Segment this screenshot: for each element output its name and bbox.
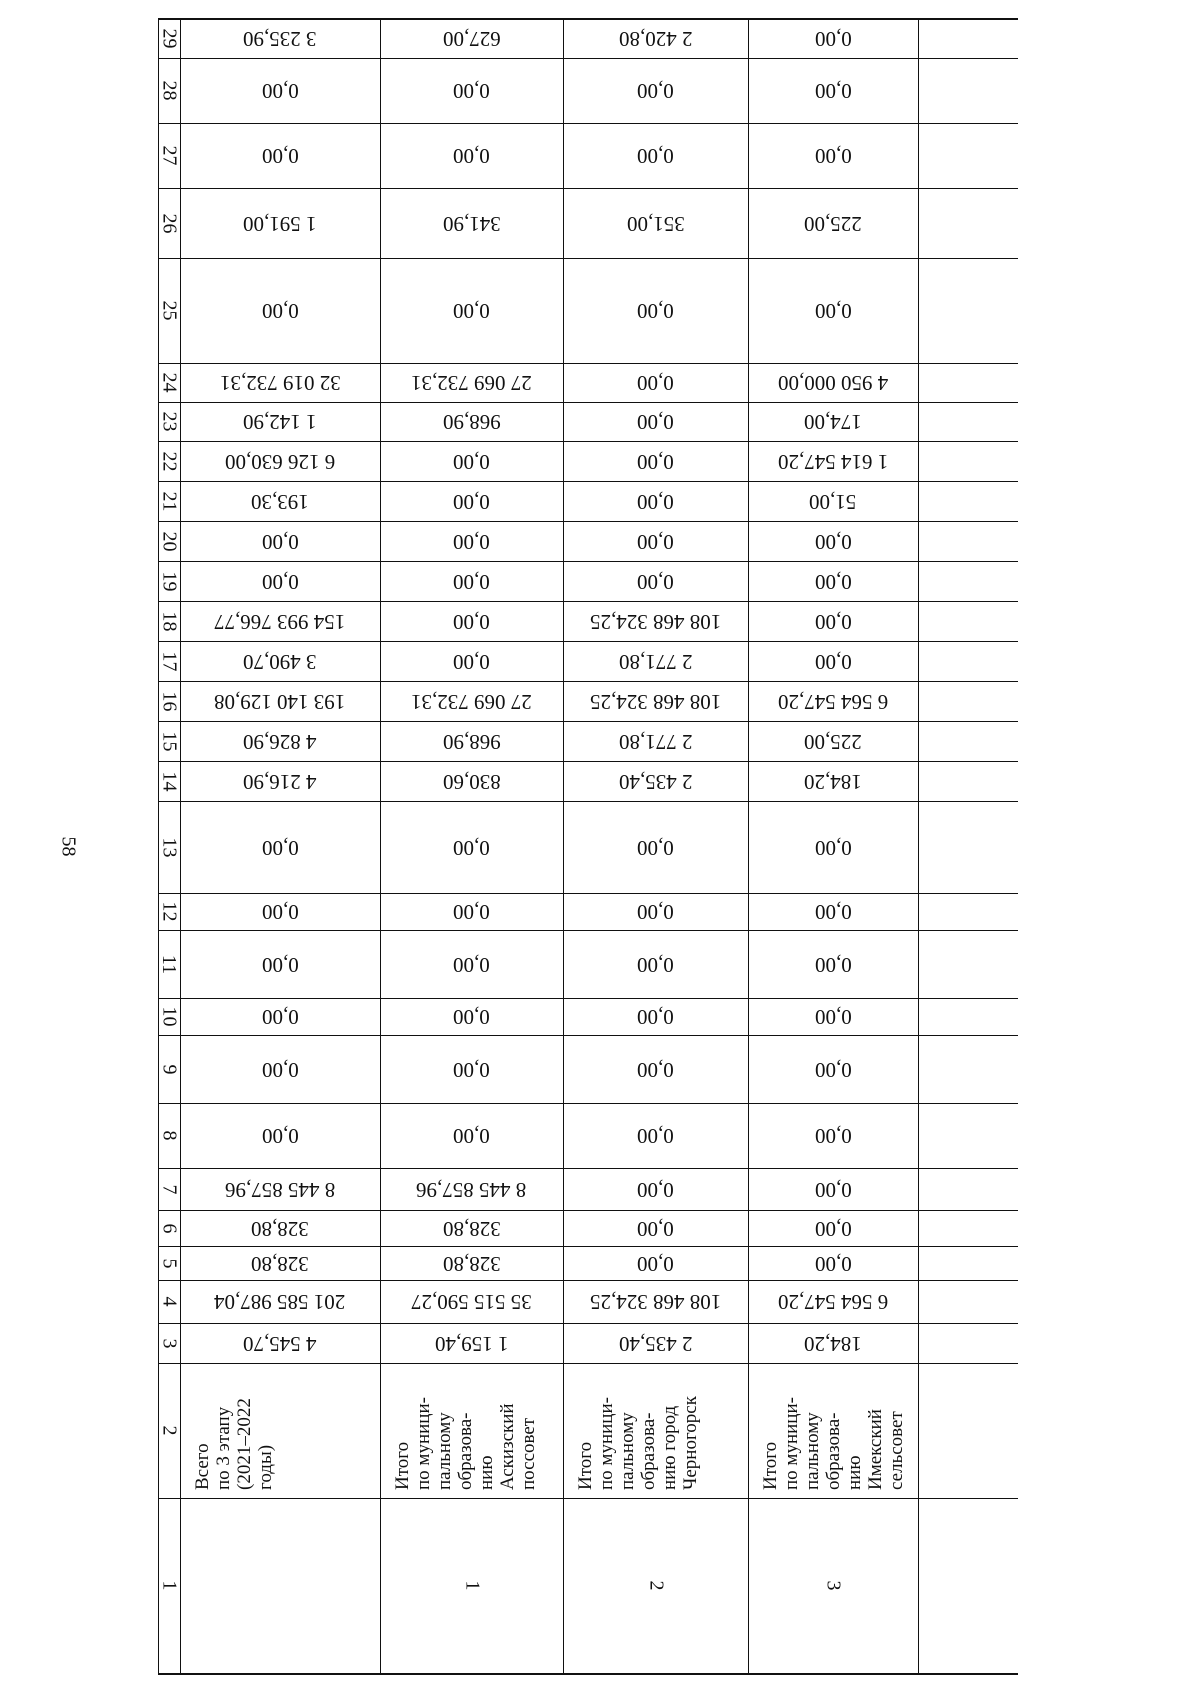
cell-value: 2 435,40	[618, 769, 693, 794]
cell-value: 8 445 857,96	[416, 1177, 527, 1202]
cell-value: 0,00	[814, 569, 852, 594]
table-cell	[380, 761, 563, 801]
cell-value: 35 515 590,27	[411, 1290, 532, 1314]
row-number-cell	[380, 1498, 563, 1673]
column-number-cell	[158, 641, 180, 681]
table-cell	[380, 1210, 563, 1246]
column-number-cell	[158, 258, 180, 363]
column-number-cell	[158, 481, 180, 521]
table-cell	[380, 641, 563, 681]
table-cell	[380, 681, 563, 721]
column-number: 20	[158, 531, 181, 551]
column-number-cell	[158, 930, 180, 998]
table-cell	[748, 123, 918, 188]
table-cell	[380, 521, 563, 561]
table-cell	[380, 721, 563, 761]
column-number: 16	[158, 691, 181, 711]
table-cell	[180, 441, 380, 481]
cell-value: 341,90	[442, 211, 501, 236]
cell-value: 6 126 630,00	[224, 449, 336, 474]
column-number: 13	[158, 837, 181, 857]
table-cell	[748, 893, 918, 930]
cell-value: 0,00	[637, 144, 674, 168]
table-cell	[563, 1168, 748, 1210]
table-horizontal-rule	[158, 1673, 1018, 1675]
table-cell	[380, 1280, 563, 1323]
row-label-cell	[380, 1363, 563, 1498]
cell-value: 0,00	[814, 299, 852, 323]
table-cell	[380, 1323, 563, 1363]
table-cell	[563, 998, 748, 1035]
table-cell	[180, 188, 380, 258]
table-cell	[380, 258, 563, 363]
table-cell	[563, 1103, 748, 1168]
cell-value: 0,00	[637, 529, 674, 554]
row-number-cell	[563, 1498, 748, 1673]
cell-value: 0,00	[261, 569, 299, 594]
cell-value: 108 468 324,25	[589, 1290, 722, 1314]
table-cell	[180, 930, 380, 998]
table-cell	[380, 441, 563, 481]
column-number-cell	[158, 58, 180, 123]
column-number-cell	[158, 561, 180, 601]
cell-value: 3 235,90	[243, 26, 317, 51]
cell-value: 27 069 732,31	[411, 371, 532, 395]
table-cell	[563, 188, 748, 258]
row-number: 3	[822, 1580, 845, 1591]
cell-value: 6 564 547,20	[777, 689, 889, 714]
column-number-cell	[158, 1035, 180, 1103]
table-cell	[380, 58, 563, 123]
table-cell	[748, 998, 918, 1035]
cell-value: 0,00	[261, 79, 299, 103]
table-cell	[180, 58, 380, 123]
cell-value: 225,00	[804, 211, 862, 236]
cell-value: 0,00	[261, 1124, 299, 1148]
table-cell	[748, 641, 918, 681]
table-cell	[748, 1103, 918, 1168]
column-number-cell	[158, 1498, 180, 1673]
row-label: Итого по муници- пальному образова- нию Имекский сельсовет	[760, 1397, 907, 1490]
cell-value: 0,00	[814, 609, 852, 634]
cell-value: 108 468 324,25	[589, 689, 722, 714]
column-number: 26	[158, 213, 181, 233]
column-number: 14	[158, 771, 181, 791]
cell-value: 51,00	[809, 489, 857, 514]
cell-value: 193,30	[251, 489, 309, 514]
table-cell	[563, 561, 748, 601]
column-number: 12	[158, 901, 181, 922]
column-number: 7	[158, 1184, 181, 1194]
column-number: 10	[158, 1006, 181, 1027]
row-label-cell	[180, 1363, 380, 1498]
cell-value: 1 159,40	[434, 1331, 509, 1356]
table-cell	[563, 761, 748, 801]
cell-value: 830,60	[442, 769, 501, 794]
table-cell	[563, 893, 748, 930]
cell-value: 184,20	[804, 769, 862, 794]
cell-value: 0,00	[261, 299, 299, 323]
cell-value: 1 614 547,20	[777, 449, 889, 474]
column-number: 21	[158, 491, 181, 511]
table-cell	[380, 893, 563, 930]
cell-value: 4 826,90	[243, 729, 317, 754]
cell-value: 225,00	[804, 729, 862, 754]
column-number: 27	[158, 145, 181, 166]
cell-value: 351,00	[626, 211, 685, 236]
cell-value: 0,00	[637, 1177, 674, 1202]
table-cell	[380, 930, 563, 998]
column-number-cell	[158, 893, 180, 930]
table-cell	[748, 363, 918, 402]
cell-value: 0,00	[814, 1216, 852, 1241]
cell-value: 0,00	[261, 1057, 299, 1082]
cell-value: 0,00	[261, 835, 299, 860]
cell-value: 2 435,40	[618, 1331, 693, 1356]
row-label: Итого по муници- пальному образова- нию город Черногорск	[575, 1396, 701, 1490]
cell-value: 328,80	[442, 1251, 501, 1276]
table-cell	[180, 258, 380, 363]
row-label: Итого по муници- пальному образова- нию Аскизский поссовет	[392, 1397, 539, 1490]
cell-value: 0,00	[814, 1057, 852, 1082]
cell-value: 193 140 129,08	[214, 689, 346, 714]
cell-value: 0,00	[637, 952, 674, 977]
cell-value: 0,00	[637, 835, 674, 860]
cell-value: 0,00	[453, 489, 490, 514]
table-cell	[563, 481, 748, 521]
cell-value: 0,00	[637, 1005, 674, 1029]
column-number-cell	[158, 998, 180, 1035]
cell-value: 0,00	[814, 835, 852, 860]
cell-value: 1 591,00	[243, 211, 317, 236]
cell-value: 2 771,80	[618, 729, 693, 754]
table-cell	[563, 1246, 748, 1280]
table-cell	[180, 601, 380, 641]
table-cell	[380, 123, 563, 188]
table-cell	[180, 481, 380, 521]
column-number: 3	[158, 1338, 181, 1348]
table-cell	[748, 258, 918, 363]
table-cell	[748, 1280, 918, 1323]
column-number: 18	[158, 611, 181, 631]
table-cell	[180, 363, 380, 402]
column-number-cell	[158, 801, 180, 893]
table-cell	[180, 893, 380, 930]
table-cell	[748, 1168, 918, 1210]
column-number: 11	[158, 954, 181, 974]
row-label: Всего по 3 этапу (2021–2022 годы)	[192, 1398, 276, 1490]
table-cell	[380, 561, 563, 601]
table-cell	[563, 18, 748, 58]
table-cell	[748, 1323, 918, 1363]
cell-value: 328,80	[442, 1216, 501, 1241]
table-cell	[180, 1323, 380, 1363]
table-cell	[380, 481, 563, 521]
table-cell	[380, 1168, 563, 1210]
cell-value: 108 468 324,25	[589, 609, 722, 634]
table-cell	[180, 1246, 380, 1280]
cell-value: 0,00	[637, 489, 674, 514]
cell-value: 1 142,90	[243, 410, 317, 434]
cell-value: 0,00	[453, 900, 490, 924]
table-cell	[380, 998, 563, 1035]
table-cell	[748, 1035, 918, 1103]
column-number-cell	[158, 1246, 180, 1280]
table-cell	[563, 801, 748, 893]
cell-value: 0,00	[453, 1057, 490, 1082]
cell-value: 0,00	[637, 900, 674, 924]
cell-value: 27 069 732,31	[411, 689, 532, 714]
cell-value: 0,00	[261, 529, 299, 554]
table-cell	[563, 123, 748, 188]
cell-value: 0,00	[453, 144, 490, 168]
cell-value: 0,00	[637, 1124, 674, 1148]
cell-value: 0,00	[814, 144, 852, 168]
column-number: 17	[158, 651, 181, 671]
cell-value: 0,00	[453, 609, 490, 634]
column-number-cell	[158, 1280, 180, 1323]
row-label-cell	[563, 1363, 748, 1498]
column-number-cell	[158, 188, 180, 258]
table-cell	[180, 123, 380, 188]
cell-value: 0,00	[814, 1251, 852, 1276]
table-cell	[563, 601, 748, 641]
row-number-cell	[180, 1498, 380, 1673]
table-cell	[563, 681, 748, 721]
table-cell	[180, 521, 380, 561]
column-number-cell	[158, 123, 180, 188]
cell-value: 4 216,90	[243, 769, 317, 794]
cell-value: 0,00	[814, 79, 852, 103]
table-cell	[563, 1035, 748, 1103]
column-number: 15	[158, 731, 181, 751]
column-number-cell	[158, 1103, 180, 1168]
cell-value: 627,00	[442, 26, 501, 51]
cell-value: 0,00	[637, 371, 674, 395]
cell-value: 0,00	[637, 1216, 674, 1241]
table-cell	[563, 521, 748, 561]
table-cell	[180, 681, 380, 721]
table-cell	[380, 801, 563, 893]
cell-value: 0,00	[453, 449, 490, 474]
column-number: 6	[158, 1223, 181, 1233]
table-cell	[748, 1246, 918, 1280]
row-number-cell	[748, 1498, 918, 1673]
table-cell	[563, 363, 748, 402]
column-number: 9	[158, 1064, 181, 1074]
cell-value: 0,00	[637, 410, 674, 434]
cell-value: 0,00	[637, 569, 674, 594]
cell-value: 0,00	[261, 144, 299, 168]
table-cell	[380, 1035, 563, 1103]
cell-value: 328,80	[251, 1251, 309, 1276]
cell-value: 0,00	[814, 952, 852, 977]
cell-value: 0,00	[261, 1005, 299, 1029]
column-number-cell	[158, 761, 180, 801]
table-cell	[748, 801, 918, 893]
cell-value: 4 545,70	[243, 1331, 317, 1356]
table-cell	[380, 1246, 563, 1280]
row-label-cell	[748, 1363, 918, 1498]
table-cell	[748, 18, 918, 58]
column-number: 19	[158, 571, 181, 591]
table-cell	[380, 402, 563, 441]
table-cell	[748, 601, 918, 641]
cell-value: 0,00	[261, 952, 299, 977]
cell-value: 0,00	[637, 79, 674, 103]
cell-value: 968,90	[442, 729, 501, 754]
column-number-cell	[158, 601, 180, 641]
cell-value: 4 950 000,00	[777, 371, 889, 395]
table-cell	[563, 258, 748, 363]
cell-value: 2 771,80	[618, 649, 693, 674]
table-cell	[180, 761, 380, 801]
cell-value: 0,00	[814, 529, 852, 554]
column-number: 25	[158, 300, 181, 321]
table-cell	[563, 1210, 748, 1246]
table-cell	[748, 930, 918, 998]
cell-value: 0,00	[453, 529, 490, 554]
column-number-cell	[158, 1168, 180, 1210]
table-cell	[748, 1210, 918, 1246]
column-number-cell	[158, 363, 180, 402]
cell-value: 8 445 857,96	[224, 1177, 336, 1202]
cell-value: 0,00	[814, 1005, 852, 1029]
table-cell	[563, 441, 748, 481]
table-cell	[180, 641, 380, 681]
table-cell	[748, 761, 918, 801]
cell-value: 0,00	[453, 835, 490, 860]
table-cell	[380, 601, 563, 641]
column-number: 28	[158, 80, 181, 101]
cell-value: 0,00	[814, 26, 852, 51]
cell-value: 0,00	[453, 1124, 490, 1148]
column-number: 5	[158, 1258, 181, 1268]
table-cell	[748, 441, 918, 481]
cell-value: 0,00	[453, 299, 490, 323]
row-number: 2	[645, 1580, 667, 1591]
column-number: 8	[158, 1130, 181, 1141]
cell-value: 0,00	[453, 569, 490, 594]
cell-value: 0,00	[637, 1251, 674, 1276]
cell-value: 968,90	[442, 410, 501, 434]
column-number-cell	[158, 1363, 180, 1498]
table-cell	[180, 1103, 380, 1168]
cell-value: 0,00	[814, 1177, 852, 1202]
column-number: 29	[158, 28, 181, 48]
cell-value: 3 490,70	[243, 649, 317, 674]
cell-value: 0,00	[814, 1124, 852, 1148]
table-vertical-rule	[918, 18, 919, 1673]
table-cell	[563, 721, 748, 761]
column-number-cell	[158, 1323, 180, 1363]
cell-value: 154 993 766,77	[214, 609, 346, 634]
column-number-cell	[158, 721, 180, 761]
table-cell	[380, 363, 563, 402]
table-cell	[180, 402, 380, 441]
table-cell	[180, 801, 380, 893]
table-cell	[180, 1168, 380, 1210]
cell-value: 2 420,80	[618, 26, 693, 51]
cell-value: 0,00	[814, 649, 852, 674]
cell-value: 0,00	[637, 299, 674, 323]
table-cell	[563, 641, 748, 681]
table-cell	[380, 18, 563, 58]
cell-value: 0,00	[453, 952, 490, 977]
column-number-cell	[158, 402, 180, 441]
column-number-cell	[158, 441, 180, 481]
column-number: 4	[158, 1296, 181, 1307]
column-number-cell	[158, 681, 180, 721]
cell-value: 0,00	[453, 649, 490, 674]
table-cell	[380, 188, 563, 258]
table-cell	[748, 721, 918, 761]
cell-value: 0,00	[453, 79, 490, 103]
cell-value: 184,20	[804, 1331, 862, 1356]
column-number-cell	[158, 521, 180, 561]
table-cell	[180, 998, 380, 1035]
table-cell	[748, 561, 918, 601]
cell-value: 328,80	[251, 1216, 309, 1241]
table-cell	[748, 188, 918, 258]
cell-value: 201 585 987,04	[214, 1290, 346, 1314]
table-cell	[563, 402, 748, 441]
table-cell	[748, 681, 918, 721]
table-cell	[748, 481, 918, 521]
table-cell	[563, 58, 748, 123]
table-cell	[380, 1103, 563, 1168]
column-number-cell	[158, 1210, 180, 1246]
column-number-cell	[158, 18, 180, 58]
column-number: 1	[158, 1580, 181, 1591]
cell-value: 174,00	[804, 410, 862, 434]
table-cell	[563, 1280, 748, 1323]
column-number: 22	[158, 451, 181, 471]
row-number: 1	[461, 1580, 483, 1591]
table-cell	[180, 18, 380, 58]
cell-value: 0,00	[637, 1057, 674, 1082]
cell-value: 6 564 547,20	[777, 1290, 889, 1314]
table-cell	[180, 1035, 380, 1103]
table-cell	[180, 561, 380, 601]
cell-value: 0,00	[261, 900, 299, 924]
column-number: 23	[158, 411, 181, 432]
table-cell	[748, 402, 918, 441]
table-cell	[180, 721, 380, 761]
table-cell	[180, 1280, 380, 1323]
cell-value: 0,00	[637, 449, 674, 474]
cell-value: 32 019 732,31	[219, 371, 341, 395]
table-cell	[748, 521, 918, 561]
table-cell	[180, 1210, 380, 1246]
cell-value: 0,00	[814, 900, 852, 924]
table-cell	[748, 58, 918, 123]
budget-table	[158, 18, 1018, 1673]
column-number: 24	[158, 372, 181, 393]
column-number: 2	[158, 1425, 181, 1436]
table-cell	[563, 930, 748, 998]
table-cell	[563, 1323, 748, 1363]
cell-value: 0,00	[453, 1005, 490, 1029]
page-number: 58	[57, 836, 80, 857]
